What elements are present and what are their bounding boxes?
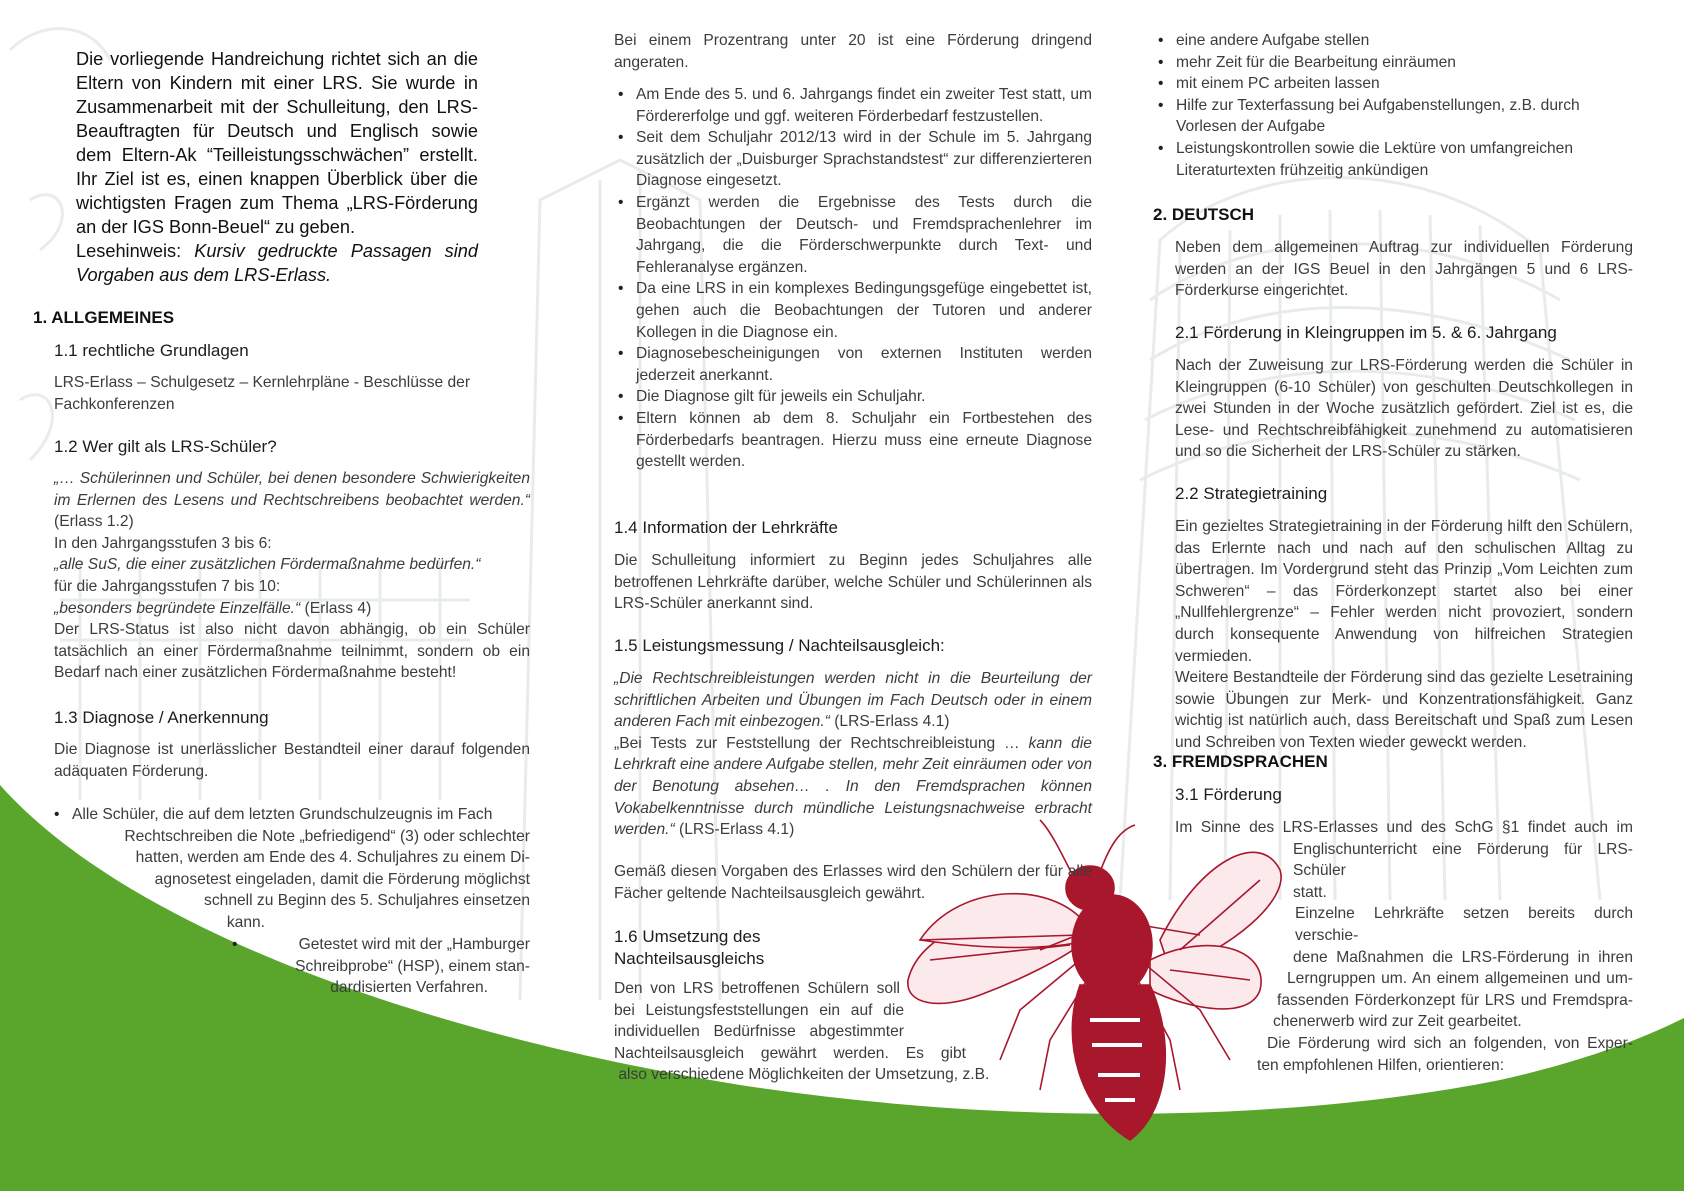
quote-tests-italic: kann die Lehrkraft eine andere Aufgabe stellen, mehr Zeit einräumen oder von der Benotung absehen… . In den Fremdsprachen können Vokabelkenntnisse durch mündliche Leistungsnachweise erbracht werden.“ <box>614 734 1092 839</box>
bullet-line: dardisierten Verfahren. <box>330 979 488 997</box>
text-line: fassenden Förderkonzept für LRS und Fremdspra- <box>1277 991 1633 1009</box>
list-item: • Seit dem Schuljahr 2012/13 wird in der Schule im 5. Jahrgang zusätzlich der „Duisburger Sprachstandstest“ zur differenzierteren Diagnose eingesetzt. <box>614 127 1092 192</box>
heading-3-1: 3.1 Förderung <box>1175 785 1282 804</box>
reading-hint-label: Lesehinweis: <box>76 241 182 261</box>
list-item: • eine andere Aufgabe stellen <box>1154 30 1634 52</box>
line-jahrgang-7-10: für die Jahrgangsstufen 7 bis 10: <box>54 577 281 595</box>
bullet-line: hatten, werden am Ende des 4. Schuljahres zu einem Di- <box>135 849 530 867</box>
quote-tests-start: „Bei Tests zur Feststellung der Rechtschreibleistung … <box>614 734 1020 752</box>
intro-block <box>76 47 478 287</box>
list-item: • Leistungskontrollen sowie die Lektüre von umfangreichen Literaturtexten frühzeitig ankündigen <box>1154 138 1634 181</box>
strategietraining-text: Ein gezieltes Strategietraining in der Förderung hilft den Schülern, das Erlernte nach und nach auf den schulischen Alltag zu übertragen. Im Vordergrund steht das Prinzip „Vom Leichten zum Schweren“ – das Förderkonzept startet also bei einer „Nullfehlergrenze“ – Fehler werden nicht provoziert, sondern durch konsequente Anwendung von hilfreichen Strategien vermieden. <box>1175 518 1633 665</box>
bullet-line: kann. <box>226 913 265 931</box>
quote-1-2: „… Schülerinnen und Schüler, bei denen besondere Schwierigkeiten im Erlernen des Lesens und Rechtschreibens beobachtet werden.“ <box>54 470 530 509</box>
section-1-6-text <box>614 978 1034 1086</box>
bullet-line: Rechtschreiben die Note „befriedigend“ (3) oder schlechter <box>124 827 530 845</box>
list-item: • Die Diagnose gilt für jeweils ein Schuljahr. <box>614 386 1092 408</box>
lrs-status-text: Der LRS-Status ist also nicht davon abhängig, ob ein Schüler tatsächlich an einer Fördermaßnahme teilnimmt, sondern ob ein Bedarf nach einer zusätzlichen Fördermaßnahme besteht! <box>54 621 530 682</box>
diagnose-bullet-1 <box>54 804 530 934</box>
list-item: • mit einem PC arbeiten lassen <box>1154 73 1634 95</box>
list-item: • Am Ende des 5. und 6. Jahrgangs findet ein zweiter Test statt, um Fördererfolge und ggf. weiteren Förderbedarf festzustellen. <box>614 84 1092 127</box>
bullet-line: Schreibprobe“ (HSP), einem stan- <box>295 957 530 975</box>
section-1-2-body <box>54 468 530 684</box>
ref-lrs-erlass-4-1: (LRS-Erlass 4.1) <box>834 713 950 731</box>
text-line: Nachteilsausgleich gewährt werden. Es gibt <box>614 1044 966 1062</box>
section-2-text: Neben dem allgemeinen Auftrag zur individuellen Förderung werden an der IGS Beuel in den Jahrgängen 5 und 6 LRS- Förderkurse eingerichtet. <box>1175 239 1633 300</box>
diagnosis-bullet-list <box>614 84 1092 473</box>
text-line: also verschiedene Möglichkeiten der Umsetzung, z.B. <box>614 1066 990 1084</box>
text-line: statt. <box>1293 883 1327 901</box>
line-jahrgang-3-6: In den Jahrgangsstufen 3 bis 6: <box>54 534 272 552</box>
bullet-line: • Alle Schüler, die auf dem letzten Grundschulzeugnis im Fach <box>54 804 530 826</box>
text-line: Englischunterricht eine Förderung für LRS-Schüler <box>1293 840 1633 880</box>
text-line: Den von LRS betroffenen Schülern soll <box>614 980 900 997</box>
quote-jahrgang-3-6: „alle SuS, die einer zusätzlichen Fördermaßnahme bedürfen.“ <box>54 556 481 574</box>
heading-1-6 <box>614 926 914 969</box>
text-line: chenerwerb wird zur Zeit gearbeitet. <box>1273 1013 1522 1031</box>
text-line: Die Förderung wird sich an folgenden, von Exper- <box>1267 1034 1633 1052</box>
heading-2-1: 2.1 Förderung in Kleingruppen im 5. & 6. Jahrgang <box>1175 323 1557 342</box>
section-1-1-text: LRS-Erlass – Schulgesetz – Kernlehrpläne - Beschlüsse der Fachkonferenzen <box>54 374 471 413</box>
bullet-line: agnosetest eingeladen, damit die Förderung möglichst <box>154 870 530 888</box>
list-item: • Diagnosebescheinigungen von externen Instituten werden jederzeit anerkannt. <box>614 343 1092 386</box>
list-item: • Da eine LRS in ein komplexes Bedingungsgefüge eingebettet ist, gehen auch die Beobachtungen der Tutoren und anderer Kollegen in die Diagnose ein. <box>614 278 1092 343</box>
section-3-1-text <box>1175 817 1633 1076</box>
text-line: Im Sinne des LRS-Erlasses und des SchG §1 findet auch im <box>1175 819 1633 836</box>
heading-1-5: 1.5 Leistungsmessung / Nachteilsausgleich: <box>614 636 945 655</box>
ref-lrs-erlass-4-1b: (LRS-Erlass 4.1) <box>679 821 795 839</box>
quote-jahrgang-7-10: „besonders begründete Einzelfälle.“ <box>54 599 301 617</box>
section-1-4-text: Die Schulleitung informiert zu Beginn jedes Schuljahres alle betroffenen Lehrkräfte darüber, welche Schüler und Schülerinnen als LRS-Schüler anerkannt sind. <box>614 552 1092 613</box>
ref-1-2: (Erlass 1.2) <box>54 513 134 531</box>
text-line: individuellen Bedürfnisse abgestimmter <box>614 1023 904 1041</box>
bullet-line: schnell zu Beginn des 5. Schuljahres einsetzen <box>204 892 530 910</box>
list-item: • Ergänzt werden die Ergebnisse des Tests durch die Beobachtungen der Deutsch- und Fremdsprachenlehrer im Jahrgang, die die Förderschwerpunkte durch Text- und Fehleranalyse ergänzen. <box>614 192 1092 278</box>
intro-paragraph: Die vorliegende Handreichung richtet sich an die Eltern von Kindern mit einer LRS. Sie wurde in Zusammenarbeit mit der Schulleitung, den LRS-Beauftragten für Deutsch und Englisch sowie dem Eltern-Ak “Teilleistungsschwächen” erstellt. Ihr Ziel ist es, einen knappen Überblick über die wichtigsten Fragen zum Thema „LRS-Förderung an der IGS Bonn-Beuel“ zu geben. <box>76 49 478 237</box>
ref-erlass-4: (Erlass 4) <box>304 599 372 617</box>
bullet-line: • Getestet wird mit der „Hamburger <box>232 934 530 956</box>
percentile-text: Bei einem Prozentrang unter 20 ist eine Förderung dringend angeraten. <box>614 32 1092 71</box>
heading-1-1: 1.1 rechtliche Grundlagen <box>54 341 249 360</box>
heading-allgemeines: 1. ALLGEMEINES <box>33 308 175 327</box>
section-1-3-text: Die Diagnose ist unerlässlicher Bestandteil einer darauf folgenden adäquaten Förderung. <box>54 741 530 780</box>
section-2-1-text: Nach der Zuweisung zur LRS-Förderung werden die Schüler in Kleingruppen (6-10 Schüler) von geschulten Deutschkollegen in zwei Stunden in der Woche zusätzlich gefördert. Ziel ist es, die Lese- und Rechtschreibfähigkeit zunehmend zu automatisieren und so die Sicherheit der LRS-Schüler zu stärken. <box>1175 357 1633 461</box>
text-line: ten empfohlenen Hilfen, orientieren: <box>1257 1056 1505 1074</box>
reading-hint <box>76 239 478 287</box>
heading-1-6-line: Nachteilsausgleichs <box>614 948 765 968</box>
reading-hint-text: Kursiv gedruckte Passagen sind Vorgaben aus dem LRS-Erlass. <box>76 241 478 285</box>
heading-deutsch: 2. DEUTSCH <box>1153 205 1255 224</box>
heading-1-2: 1.2 Wer gilt als LRS-Schüler? <box>54 437 277 456</box>
text-line: dene Maßnahmen die LRS-Förderung in ihren <box>1293 948 1633 966</box>
section-1-5-text: Gemäß diesen Vorgaben des Erlasses wird den Schülern der für alle Fächer geltende Nachteilsausgleich gewährt. <box>614 863 1092 902</box>
list-item: • Hilfe zur Texterfassung bei Aufgabenstellungen, z.B. durch Vorlesen der Aufgabe <box>1154 95 1634 138</box>
section-2-2-text <box>1175 516 1633 754</box>
text-line: bei Leistungsfeststellungen ein auf die <box>614 1001 904 1019</box>
heading-2-2: 2.2 Strategietraining <box>1175 484 1328 503</box>
heading-fremdsprachen: 3. FREMDSPRACHEN <box>1153 752 1328 771</box>
list-item: • Eltern können ab dem 8. Schuljahr ein Fortbestehen des Förderbedarfs beantragen. Hierzu muss eine erneute Diagnose gestellt werden. <box>614 408 1092 473</box>
heading-1-3: 1.3 Diagnose / Anerkennung <box>54 708 269 727</box>
section-1-5-body <box>614 668 1092 841</box>
diagnose-bullet-2 <box>232 934 530 999</box>
foerderung-bestandteile-text: Weitere Bestandteile der Förderung sind das gezielte Lesetraining sowie Übungen zur Merk- und Konzentrationsfähigkeit. Ganz wichtig ist natürlich auch, dass Bereitschaft und Spaß zum Lesen und Schreiben von Texten wieder geweckt werden. <box>1175 669 1633 751</box>
text-line: Lerngruppen um. An einem allgemeinen und um- <box>1287 970 1633 988</box>
heading-1-4: 1.4 Information der Lehrkräfte <box>614 518 838 537</box>
nachteilsausgleich-list <box>1154 30 1634 181</box>
quote-rechtschreibleistungen: „Die Rechtschreibleistungen werden nicht in die Beurteilung der schriftlichen Arbeiten und Übungen im Fach Deutsch oder in einem anderen Fach mit einbezogen.“ <box>614 670 1092 731</box>
list-item: • mehr Zeit für die Bearbeitung einräumen <box>1154 52 1634 74</box>
text-line: Einzelne Lehrkräfte setzen bereits durch verschie- <box>1295 905 1633 944</box>
heading-1-6-line: 1.6 Umsetzung des <box>614 927 761 946</box>
